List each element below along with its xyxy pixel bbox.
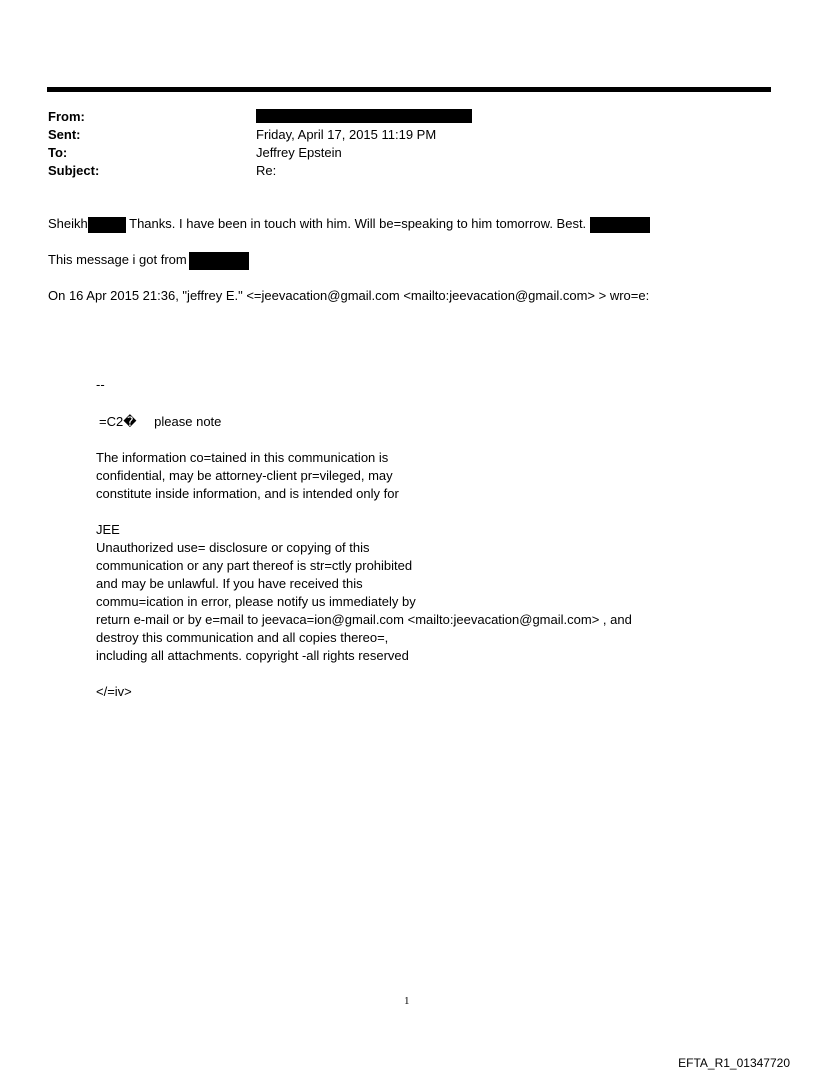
subject-value: Re: [256,163,277,178]
paragraph-line: The information co=tained in this communication is [96,450,389,465]
from-label: From: [48,109,85,124]
paragraph-line: communication or any part thereof is str=ctly prohibited [96,558,413,573]
from-row [48,108,748,126]
notice-line [99,413,221,431]
paragraph-line: commu=ication in error, please notify us immediately by [96,594,416,609]
to-value: Jeffrey Epstein [256,145,342,160]
signature-dashes: -- [96,377,105,392]
to-row [48,144,748,162]
paragraph-line: Unauthorized use= disclosure or copying of this [96,540,370,555]
reply-text: Thanks. I have been in touch with him. Will be=speaking to him tomorrow. Best. [129,216,587,231]
header-rule [47,87,771,92]
email-header [48,108,748,180]
subject-row [48,162,748,180]
paragraph-line: return e-mail or by e=mail to jeevaca=ion@gmail.com <mailto:jeevacation@gmail.com> , and [96,612,632,627]
page-number: 1 [404,995,410,1007]
paragraph-line: and may be unlawful. If you have received this [96,576,363,591]
salutation: Sheikh [48,216,88,231]
redaction-box [256,109,472,123]
quote-header: On 16 Apr 2015 21:36, "jeffrey E." <=jeevacation@gmail.com <mailto:jeevacation@gmail.com> > wro=e: [48,288,650,303]
paragraph-line: confidential, may be attorney-client pr=vileged, may [96,468,393,483]
paragraph-line: destroy this communication and all copies thereo=, [96,630,389,645]
body-line-1 [48,215,650,233]
redaction-box [189,252,249,270]
paragraph-line: constitute inside information, and is intended only for [96,486,399,501]
redaction-box [88,217,126,233]
from-value [256,108,748,126]
paragraph-line: JEE [96,522,120,537]
sent-value: Friday, April 17, 2015 11:19 PM [256,127,437,142]
subject-label: Subject: [48,163,100,178]
notice-prefix: =C2� [99,414,137,429]
signature-closing: </=iv> [96,684,132,699]
notice-text: please note [154,414,222,429]
body-line-2 [48,251,249,270]
sent-label: Sent: [48,127,81,142]
forward-note: This message i got from [48,252,187,267]
redaction-box [590,217,650,233]
bates-number: EFTA_R1_01347720 [678,1056,790,1070]
paragraph-line: including all attachments. copyright -all rights reserved [96,648,409,663]
disclaimer-paragraph [96,521,632,665]
to-label: To: [48,145,68,160]
sent-row [48,126,748,144]
confidentiality-paragraph [96,449,399,503]
